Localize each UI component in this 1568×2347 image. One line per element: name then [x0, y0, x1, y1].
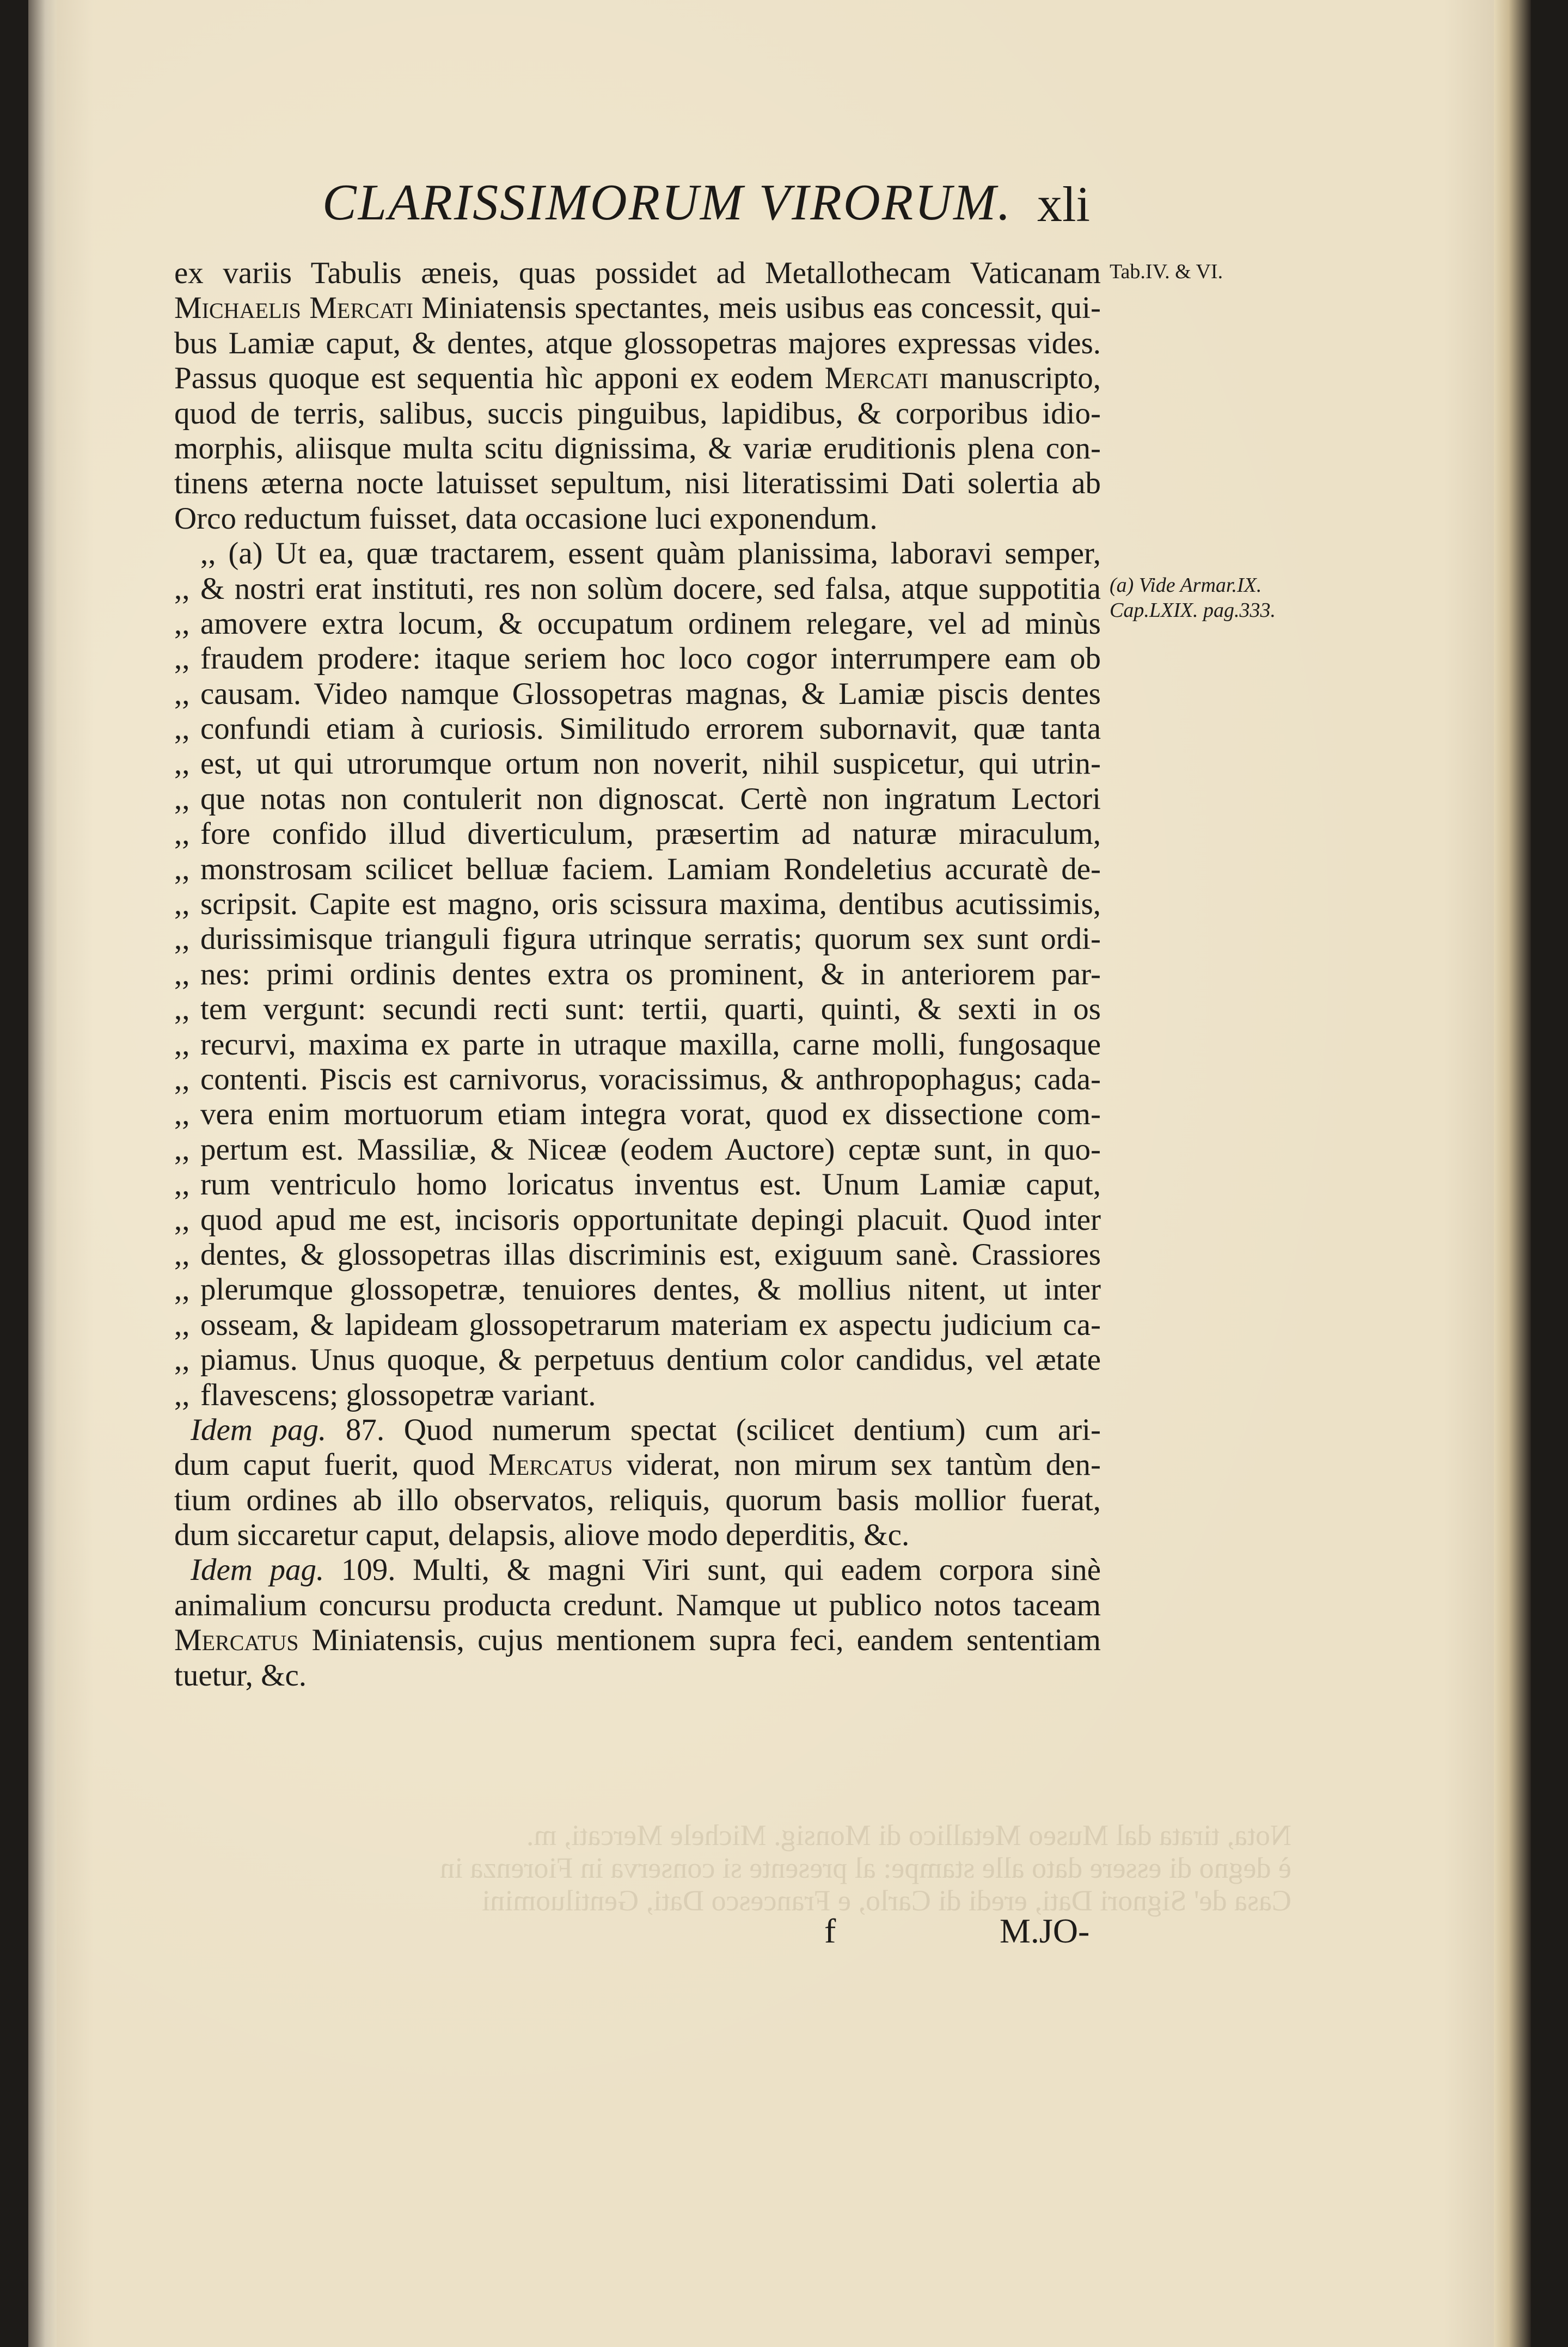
text-line — [174, 1167, 1101, 1202]
quote-mark: ,, — [174, 1097, 190, 1132]
line-text: fraudem prodere: itaque seriem hoc loco cogor interrumpere eam ob — [200, 641, 1101, 676]
line-text: viderat, non mirum sex tantùm den- — [612, 1448, 1101, 1482]
running-head: CLARISSIMORUM VIRORUM. — [322, 174, 1012, 231]
line-text: dum caput fuerit, quod — [174, 1448, 489, 1482]
quote-mark: ,, — [174, 887, 190, 922]
line-text: dentes, & glossopetras illas discriminis est, exiguum sanè. Crassiores — [200, 1237, 1101, 1272]
line-text: quod de terris, salibus, succis pinguibus, lapidibus, & corporibus idio- — [174, 396, 1101, 431]
quote-mark: ,, — [174, 817, 190, 851]
text-line — [174, 1272, 1101, 1307]
text-line — [174, 887, 1101, 922]
binding-gutter — [28, 0, 57, 2347]
line-text: tinens æterna nocte latuisset sepultum, nisi literatissimi Dati solertia ab — [174, 466, 1101, 501]
text-line — [174, 1518, 1101, 1553]
margin-note-a-continued: Cap.LXIX. pag.333. — [1110, 599, 1276, 622]
line-text: plerumque glossopetræ, tenuiores dentes, & mollius nitent, ut inter — [200, 1272, 1101, 1307]
text-line — [174, 466, 1101, 501]
text-line — [174, 852, 1101, 887]
text-line — [174, 1027, 1101, 1062]
text-line — [174, 572, 1101, 606]
margin-note-tables: Tab.IV. & VI. — [1110, 260, 1223, 283]
line-text: fore confido illud diverticulum, præsertim ad naturæ miraculum, — [200, 817, 1101, 851]
quote-mark: ,, — [174, 1062, 190, 1096]
quote-mark: ,, — [174, 1027, 190, 1062]
line-text: scripsit. Capite est magno, oris scissura maxima, dentibus acutissimis, — [200, 887, 1101, 922]
text-line — [174, 361, 1101, 396]
text-line — [174, 641, 1101, 676]
quote-mark: ,, — [174, 1202, 190, 1237]
line-text: tium ordines ab illo observatos, reliquis, quorum basis mollior fuerat, — [174, 1482, 1101, 1517]
text-line — [174, 1097, 1101, 1132]
line-text: rum ventriculo homo loricatus inventus est. Unum Lamiæ caput, — [200, 1167, 1101, 1202]
text-line — [174, 396, 1101, 431]
line-text: flavescens; glossopetræ variant. — [200, 1377, 596, 1412]
line-text: tem vergunt: secundi recti sunt: tertii, quarti, quinti, & sexti in os — [200, 992, 1101, 1027]
line-text: vera enim mortuorum etiam integra vorat, quod ex dissectione com- — [200, 1097, 1101, 1132]
text-line — [174, 1378, 1101, 1413]
quote-mark: ,, — [174, 1237, 190, 1272]
line-text: monstrosam scilicet belluæ faciem. Lamiam Rondeletius accuratè de- — [200, 851, 1101, 886]
book-page — [28, 0, 1531, 2347]
italic-reference: Idem pag. — [191, 1412, 327, 1447]
page-edge — [1494, 0, 1531, 2347]
line-text: contenti. Piscis est carnivorus, voracissimus, & anthropophagus; cada- — [200, 1062, 1101, 1096]
text-line — [174, 1483, 1101, 1518]
text-line — [174, 1132, 1101, 1167]
line-text: que notas non contulerit non dignoscat. Certè non ingratum Lectori — [200, 781, 1101, 816]
quote-mark: ,, — [174, 1132, 190, 1167]
bleed-through-text: è degno di essere dato alle stampe: al presente si conserva in Fiorenza in — [440, 1852, 1291, 1884]
quote-mark: ,, — [174, 1272, 190, 1307]
line-text: osseam, & lapideam glossopetrarum materiam ex aspectu judicium ca- — [200, 1307, 1101, 1342]
line-text: Miniatensis, cujus mentionem supra feci, eandem sententiam — [298, 1623, 1101, 1658]
text-line — [174, 1413, 1101, 1448]
line-text: amovere extra locum, & occupatum ordinem relegare, vel ad minùs — [200, 606, 1101, 641]
small-caps-name: Michaelis Mercati — [174, 291, 413, 326]
line-text: confundi etiam à curiosis. Similitudo errorem subornavit, quæ tanta — [200, 712, 1101, 746]
text-line — [174, 501, 1101, 536]
text-line — [174, 1203, 1101, 1237]
line-text: durissimisque trianguli figura utrinque serratis; quorum sex sunt ordi- — [200, 922, 1101, 957]
line-text: morphis, aliisque multa scitu dignissima, & variæ eruditionis plena con- — [174, 431, 1101, 465]
quote-mark: ,, — [174, 1167, 190, 1202]
quote-mark: ,, — [174, 641, 190, 676]
line-text: ,, (a) Ut ea, quæ tractarem, essent quàm planissima, laboravi semper, — [200, 536, 1101, 571]
bleed-through-text: Nota, tirata dal Museo Metallico di Monsig. Michele Mercati, m. — [526, 1819, 1291, 1852]
text-line — [174, 1308, 1101, 1343]
text-line — [174, 957, 1101, 992]
page-number: xli — [1037, 176, 1091, 232]
text-line — [174, 606, 1101, 641]
line-text: tuetur, &c. — [174, 1658, 307, 1693]
line-text: 109. Multi, & magni Viri sunt, qui eadem corpora sinè — [324, 1553, 1101, 1588]
line-text: animalium concursu producta credunt. Namque ut publico notos taceam — [174, 1588, 1101, 1622]
text-line — [174, 712, 1101, 746]
line-text: dum siccaretur caput, delapsis, aliove modo deperditis, &c. — [174, 1518, 910, 1553]
line-text: ex variis Tabulis æneis, quas possidet ad Metallothecam Vaticanam — [174, 256, 1101, 290]
text-line — [174, 782, 1101, 817]
quote-mark: ,, — [174, 992, 190, 1027]
text-line — [174, 817, 1101, 851]
text-line — [174, 291, 1101, 326]
small-caps-name: Mercatus — [174, 1623, 299, 1658]
quote-mark: ,, — [174, 1307, 190, 1342]
text-line — [174, 746, 1101, 781]
line-text: causam. Video namque Glossopetras magnas, & Lamiæ piscis dentes — [200, 676, 1101, 711]
line-text: quod apud me est, incisoris opportunitate depingi placuit. Quod inter — [200, 1202, 1101, 1237]
text-line — [174, 677, 1101, 712]
quote-mark: ,, — [174, 781, 190, 816]
text-line — [174, 1588, 1101, 1623]
quote-mark: ,, — [174, 957, 190, 991]
quote-mark: ,, — [174, 676, 190, 711]
line-text: Orco reductum fuisset, data occasione luci exponendum. — [174, 501, 878, 536]
bleed-through-text: Casa de' Signori Dati, eredi di Carlo, e Francesco Dati, Gentiluomini — [482, 1884, 1291, 1917]
small-caps-name: Mercatus — [488, 1448, 613, 1482]
quote-mark: ,, — [174, 746, 190, 781]
line-text: nes: primi ordinis dentes extra os prominent, & in anteriorem par- — [200, 957, 1101, 991]
text-line — [174, 992, 1101, 1027]
quote-mark: ,, — [174, 1343, 190, 1377]
line-text: est, ut qui utrorumque ortum non noverit, nihil suspicetur, qui utrin- — [200, 746, 1101, 781]
text-line — [174, 1062, 1101, 1097]
line-text: recurvi, maxima ex parte in utraque maxilla, carne molli, fungosaque — [200, 1027, 1101, 1062]
line-text: Miniatensis spectantes, meis usibus eas concessit, qui- — [413, 291, 1101, 326]
text-line — [174, 536, 1101, 571]
quote-mark: ,, — [174, 606, 190, 641]
text-line — [174, 1237, 1101, 1272]
small-caps-name: Mercati — [824, 361, 929, 396]
quote-mark: ,, — [174, 851, 190, 886]
margin-note-a: (a) Vide Armar.IX. — [1110, 574, 1262, 597]
text-line — [174, 1658, 1101, 1693]
signature-mark: f — [824, 1911, 836, 1950]
line-text: manuscripto, — [928, 361, 1101, 396]
line-text: 87. Quod numerum spectat (scilicet dentium) cum ari- — [326, 1412, 1101, 1447]
quote-mark: ,, — [174, 571, 190, 606]
quote-mark: ,, — [174, 922, 190, 957]
text-line — [174, 1623, 1101, 1658]
text-line — [174, 1448, 1101, 1482]
text-line — [174, 1343, 1101, 1377]
quote-mark: ,, — [174, 1377, 190, 1412]
text-line — [174, 256, 1101, 291]
line-text: bus Lamiæ caput, & dentes, atque glossopetras majores expressas vides. — [174, 326, 1101, 360]
quote-mark: ,, — [174, 712, 190, 746]
line-text: piamus. Unus quoque, & perpetuus dentium color candidus, vel ætate — [200, 1343, 1101, 1377]
italic-reference: Idem pag. — [191, 1553, 324, 1588]
line-text: Passus quoque est sequentia hìc apponi ex eodem — [174, 361, 825, 396]
line-text: & nostri erat instituti, res non solùm docere, sed falsa, atque suppotitia — [200, 571, 1101, 606]
text-line — [174, 326, 1101, 361]
text-line — [174, 431, 1101, 466]
catchword: M.JO- — [1000, 1911, 1090, 1950]
text-line — [174, 922, 1101, 957]
text-line — [174, 1553, 1101, 1588]
body-text — [174, 256, 1101, 1693]
line-text: pertum est. Massiliæ, & Niceæ (eodem Auctore) ceptæ sunt, in quo- — [200, 1132, 1101, 1167]
